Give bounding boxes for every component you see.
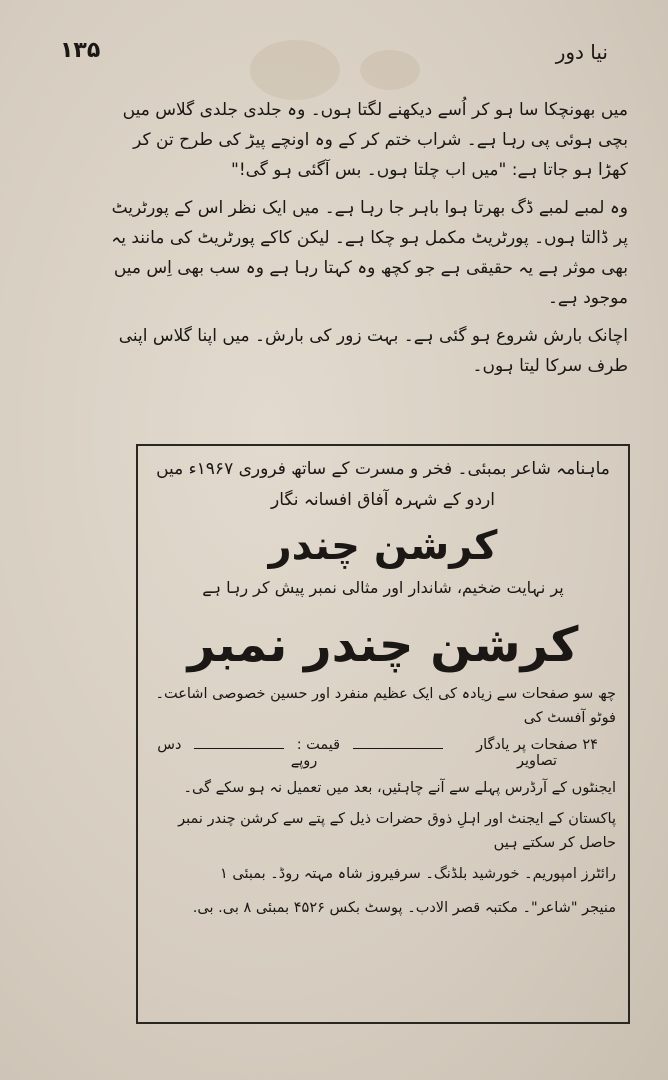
ad-manager-line: منیجر "شاعر"۔ مکتبہ قصر الادب۔ پوسٹ بکس ۴۵۲۶ بمبئی ۸ بی. بی. xyxy=(192,900,616,916)
ad-address-line: رائٹرز امپوریم۔ خورشید بلڈنگ۔ سرفیروز شاہ مہتہ روڈ۔ بمبئی ۱ xyxy=(220,866,616,882)
ad-agents-line: ایجنٹوں کے آرڈرس پہلے سے آنے چاہئیں، بعد میں تعمیل نہ ہو سکے گی۔ xyxy=(183,780,616,796)
ad-photos-line: ۲۴ صفحات پر یادگار تصاویر xyxy=(476,737,598,769)
advertisement-box xyxy=(136,444,630,1024)
paragraph: میں بھونچکا سا ہو کر اُسے دیکھنے لگتا ہوں۔ وہ جلدی جلدی گلاس میں بچی ہوئی پی رہا ہے۔ شراب ختم کر کے وہ اونچے پیڑ کی طرح تن کر کھڑا ہو جاتا ہے: "میں اب چلتا ہوں۔ بس آگئی ہو گی!" xyxy=(122,100,628,180)
running-title: نیا دور xyxy=(555,40,608,64)
paragraph: وہ لمبے لمبے ڈگ بھرتا ہوا باہر جا رہا ہے۔ میں ایک نظر اس کے پورٹریٹ پر ڈالتا ہوں۔ پورٹریٹ مکمل ہو چکا ہے۔ لیکن کاکے پورٹریٹ کی مانند یہ بھی موثر ہے یہ حقیقی ہے جو کچھ وہ کہتا رہا ہے وہ سب بھی اِس میں موجود ہے۔ xyxy=(111,198,628,308)
ad-price-row xyxy=(150,737,616,769)
ad-author-name: کرشن چندر xyxy=(268,523,498,569)
ad-price xyxy=(150,737,458,769)
paragraph: اچانک بارش شروع ہو گئی ہے۔ بہت زور کی بارش۔ میں اپنا گلاس اپنی طرف سرکا لیتا ہوں۔ xyxy=(118,326,628,376)
page-number: ۱۳۵ xyxy=(60,38,101,63)
price-label: قیمت : xyxy=(296,737,341,753)
page-header xyxy=(60,38,608,78)
ad-pages-line: چھ سو صفحات سے زیادہ کی ایک عظیم منفرد اور حسین خصوصی اشاعت۔ فوٹو آفسٹ کی xyxy=(155,686,616,726)
story-text xyxy=(100,95,628,389)
ad-intro-line: ماہنامہ شاعر بمبئی۔ فخر و مسرت کے ساتھ فروری ۱۹۶۷ء میں xyxy=(156,459,610,479)
price-value: دس روپے xyxy=(157,737,318,769)
ad-issue-title: کرشن چندر نمبر xyxy=(187,617,579,673)
blank-line xyxy=(194,748,284,749)
ad-subtitle-line: اردو کے شہرہ آفاق افسانہ نگار xyxy=(271,490,495,510)
blank-line xyxy=(353,748,443,749)
ad-description-line: پر نہایت ضخیم، شاندار اور مثالی نمبر پیش کر رہا ہے xyxy=(202,578,564,597)
ad-pakistan-line: پاکستان کے ایجنٹ اور اہلِ ذوق حضرات ذیل کے پتے سے کرشن چندر نمبر حاصل کر سکتے ہیں xyxy=(178,811,616,851)
